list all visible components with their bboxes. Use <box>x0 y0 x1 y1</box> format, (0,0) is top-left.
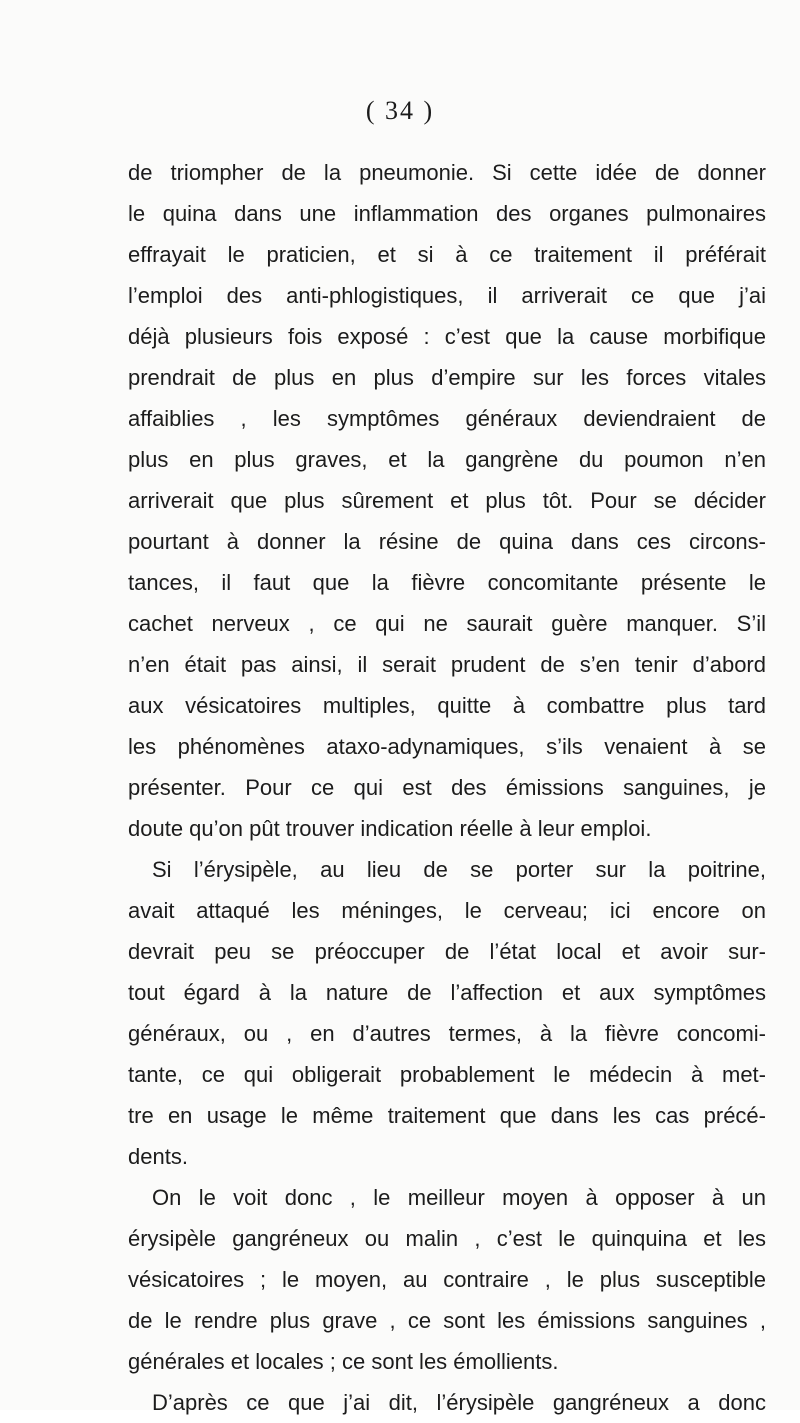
text-line: tre en usage le même traitement que dans les cas précé- <box>128 1103 766 1128</box>
body-text <box>128 152 766 1423</box>
text-line: prendrait de plus en plus d’empire sur les forces vitales <box>128 365 766 390</box>
text-line: On le voit donc , le meilleur moyen à opposer à un <box>152 1185 766 1210</box>
text-line: érysipèle gangréneux ou malin , c’est le quinquina et les <box>128 1226 766 1251</box>
text-line: devrait peu se préoccuper de l’état local et avoir sur- <box>128 939 766 964</box>
text-line: doute qu’on pût trouver indication réelle à leur emploi. <box>128 816 652 841</box>
text-line: arriverait que plus sûrement et plus tôt. Pour se décider <box>128 488 766 513</box>
page-number: ( 34 ) <box>365 96 435 125</box>
text-line: dents. <box>128 1144 188 1169</box>
text-line: les phénomènes ataxo-adynamiques, s’ils venaient à se <box>128 734 766 759</box>
text-line: le quina dans une inflammation des organes pulmonaires <box>128 201 766 226</box>
text-line: générales et locales ; ce sont les émollients. <box>128 1349 559 1374</box>
text-line: présenter. Pour ce qui est des émissions sanguines, je <box>128 775 766 800</box>
text-line: pourtant à donner la résine de quina dans ces circons- <box>128 529 766 554</box>
text-line: avait attaqué les méninges, le cerveau; ici encore on <box>128 898 766 923</box>
text-line: de triompher de la pneumonie. Si cette idée de donner <box>128 160 766 185</box>
text-line: l’emploi des anti-phlogistiques, il arriverait ce que j’ai <box>128 283 766 308</box>
text-line: vésicatoires ; le moyen, au contraire , le plus susceptible <box>128 1267 766 1292</box>
text-line: tout égard à la nature de l’affection et aux symptômes <box>128 980 766 1005</box>
text-line: effrayait le praticien, et si à ce traitement il préférait <box>128 242 766 267</box>
text-line: Si l’érysipèle, au lieu de se porter sur la poitrine, <box>152 857 766 882</box>
text-line: tante, ce qui obligerait probablement le médecin à met- <box>128 1062 766 1087</box>
text-line: affaiblies , les symptômes généraux deviendraient de <box>128 406 766 431</box>
text-line: aux vésicatoires multiples, quitte à combattre plus tard <box>128 693 766 718</box>
text-line: cachet nerveux , ce qui ne saurait guère manquer. S’il <box>128 611 766 636</box>
text-line: déjà plusieurs fois exposé : c’est que la cause morbifique <box>128 324 766 349</box>
text-line: tances, il faut que la fièvre concomitante présente le <box>128 570 766 595</box>
text-line: généraux, ou , en d’autres termes, à la fièvre concomi- <box>128 1021 766 1046</box>
text-line: D’après ce que j’ai dit, l’érysipèle gangréneux a donc <box>152 1390 766 1415</box>
text-line: n’en était pas ainsi, il serait prudent de s’en tenir d’abord <box>128 652 766 677</box>
text-line: de le rendre plus grave , ce sont les émissions sanguines , <box>128 1308 766 1333</box>
text-line: plus en plus graves, et la gangrène du poumon n’en <box>128 447 766 472</box>
